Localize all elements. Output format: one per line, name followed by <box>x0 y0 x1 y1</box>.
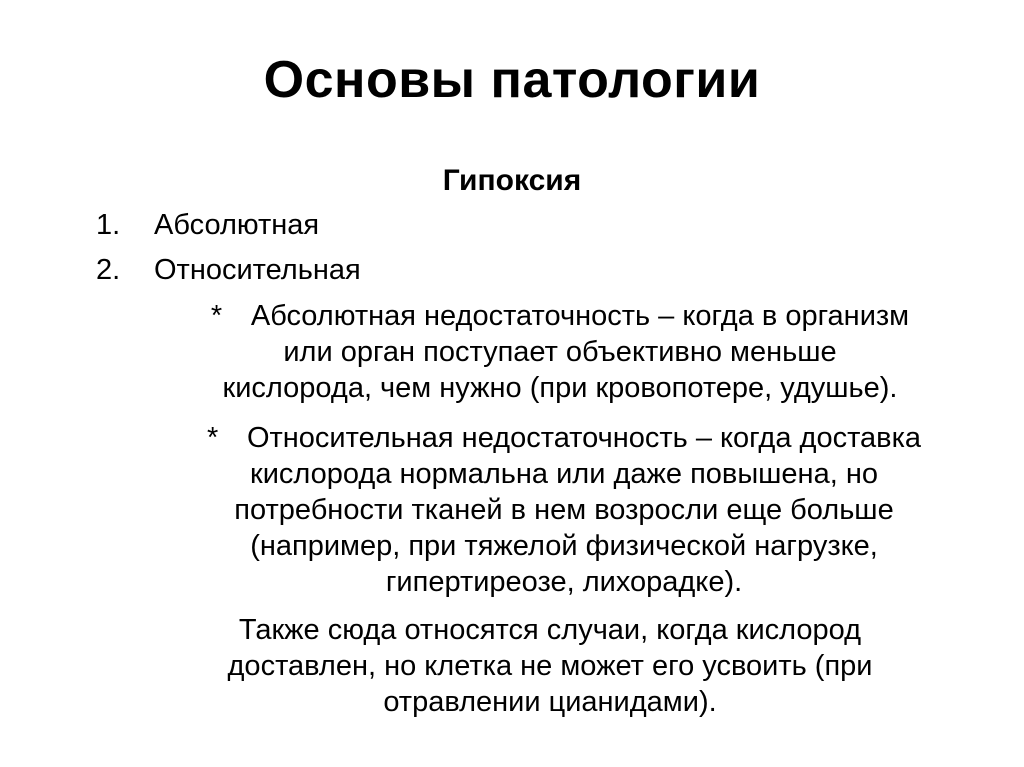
closing-line: доставлен, но клетка не может его усвоить (при <box>227 650 873 682</box>
list-item-absolute <box>96 207 319 243</box>
list-text: Абсолютная <box>154 209 320 241</box>
bullet-line: кислорода нормальна или даже повышена, но <box>250 458 878 490</box>
closing-paragraph <box>150 612 950 720</box>
bullet-absolute-deficiency <box>130 298 990 406</box>
slide-title: Основы патологии <box>263 51 761 109</box>
bullet-marker: * <box>210 300 223 332</box>
bullet-line: потребности тканей в нем возросли еще больше <box>234 494 894 526</box>
bullet-line: (например, при тяжелой физической нагрузке, <box>250 530 878 562</box>
closing-line: Также сюда относятся случаи, когда кислород <box>238 614 862 646</box>
list-item-relative <box>96 252 361 288</box>
bullet-line: * Относительная недостаточность – когда доставка <box>206 422 922 454</box>
bullet-line: или орган поступает объективно меньше <box>283 336 837 368</box>
section-subtitle: Гипоксия <box>442 164 582 197</box>
bullet-line: кислорода, чем нужно (при кровопотере, удушье). <box>222 372 898 404</box>
bullet-relative-deficiency <box>128 420 1000 600</box>
list-text: Относительная <box>154 254 361 286</box>
list-number: 1. <box>96 209 121 241</box>
bullet-marker: * <box>206 422 219 454</box>
bullet-line: * Абсолютная недостаточность – когда в организм <box>210 300 910 332</box>
list-number: 2. <box>96 254 121 286</box>
closing-line: отравлении цианидами). <box>383 686 717 718</box>
bullet-line: гипертиреозе, лихорадке). <box>385 566 743 598</box>
